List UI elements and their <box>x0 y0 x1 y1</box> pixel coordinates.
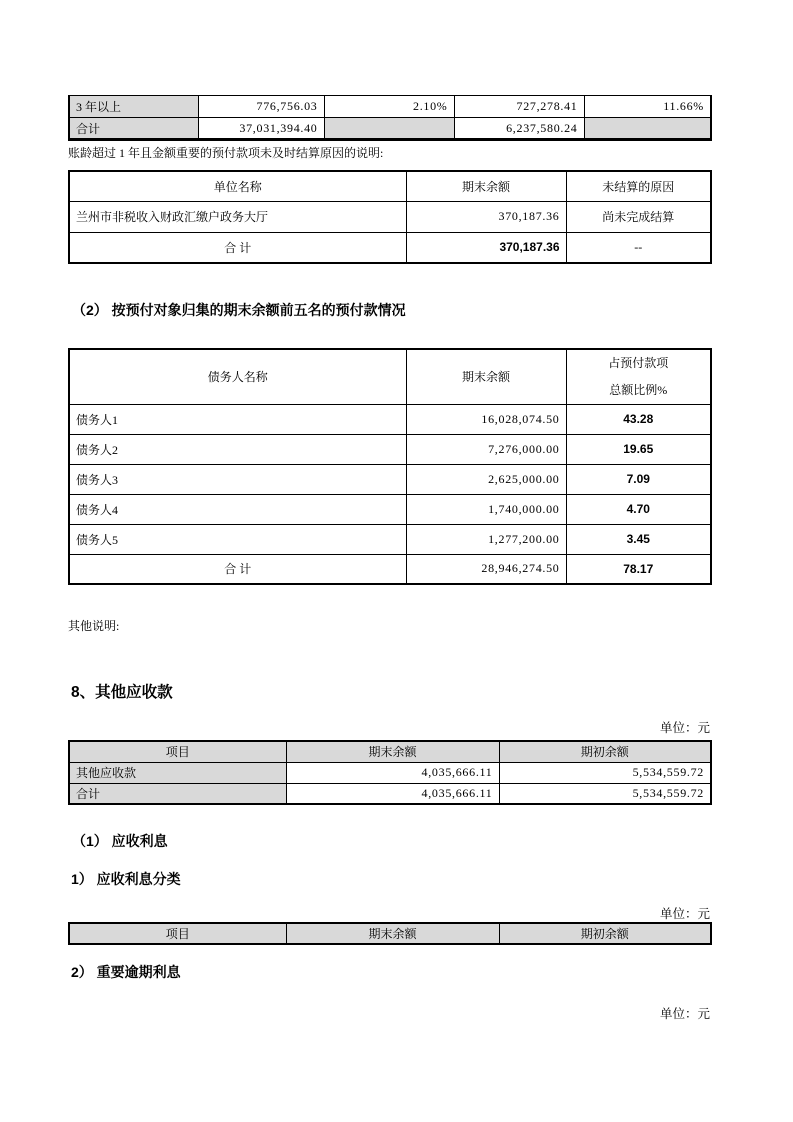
table-total-row <box>69 232 711 263</box>
pct-cell: 43.28 <box>566 404 711 434</box>
total-label-cell: 合 计 <box>69 232 406 263</box>
unit-label: 单位：元 <box>659 1007 710 1021</box>
table-row <box>69 494 711 524</box>
item-cell: 其他应收款 <box>69 762 286 783</box>
empty-cell <box>324 118 454 140</box>
table-total-row <box>69 118 711 140</box>
section-other-receivables-title: 8、其他应收款 <box>71 684 173 701</box>
beginning-balance-cell: 5,534,559.72 <box>499 783 711 804</box>
reason-cell: -- <box>566 232 711 263</box>
debtor-name-cell: 债务人1 <box>69 404 406 434</box>
unit-label: 单位：元 <box>659 721 710 735</box>
ending-balance-cell: 2,625,000.00 <box>406 464 566 494</box>
debtor-name-cell: 债务人3 <box>69 464 406 494</box>
aging-note-text: 账龄超过 1 年且金额重要的预付款项未及时结算原因的说明: <box>68 146 384 160</box>
total-label-cell: 合 计 <box>69 554 406 584</box>
pct-cell: 19.65 <box>566 434 711 464</box>
section-interest-receivable-title: （1） 应收利息 <box>72 833 168 849</box>
ending-balance-header: 期末余额 <box>406 349 566 404</box>
table-row <box>69 464 711 494</box>
aging-label-cell: 3 年以上 <box>69 96 198 118</box>
pct-of-prepayments-header <box>566 349 711 404</box>
section-interest-classification-title: 1） 应收利息分类 <box>71 871 181 887</box>
beginning-balance-header: 期初余额 <box>499 741 711 762</box>
top5-prepayments-table <box>68 348 712 585</box>
other-receivables-table <box>68 740 712 805</box>
debtor-name-header: 债务人名称 <box>69 349 406 404</box>
ending-balance-cell: 370,187.36 <box>406 201 566 232</box>
unit-label: 单位：元 <box>659 907 710 921</box>
beginning-pct-cell: 11.66% <box>584 96 711 118</box>
unit-name-cell: 兰州市非税收入财政汇缴户政务大厅 <box>69 201 406 232</box>
aging-analysis-table <box>68 95 712 141</box>
pct-cell: 78.17 <box>566 554 711 584</box>
table-total-row <box>69 783 711 804</box>
ending-balance-cell: 28,946,274.50 <box>406 554 566 584</box>
ending-balance-header: 期末余额 <box>286 923 499 944</box>
debtor-name-cell: 债务人2 <box>69 434 406 464</box>
beginning-amount-cell: 727,278.41 <box>454 96 584 118</box>
table-header-row <box>69 349 711 404</box>
debtor-name-cell: 债务人4 <box>69 494 406 524</box>
beginning-balance-header: 期初余额 <box>499 923 711 944</box>
pct-cell: 4.70 <box>566 494 711 524</box>
ending-balance-cell: 4,035,666.11 <box>286 762 499 783</box>
ending-balance-cell: 1,277,200.00 <box>406 524 566 554</box>
ending-balance-header: 期末余额 <box>286 741 499 762</box>
ending-balance-cell: 7,276,000.00 <box>406 434 566 464</box>
pct-cell: 7.09 <box>566 464 711 494</box>
debtor-name-cell: 债务人5 <box>69 524 406 554</box>
pct-cell: 3.45 <box>566 524 711 554</box>
pct-header-line1: 占预付款项 <box>608 355 669 370</box>
page-content <box>68 0 710 1122</box>
ending-balance-cell: 1,740,000.00 <box>406 494 566 524</box>
table-row <box>69 762 711 783</box>
ending-amount-cell: 37,031,394.40 <box>198 118 324 140</box>
ending-amount-cell: 776,756.03 <box>198 96 324 118</box>
item-cell: 合计 <box>69 783 286 804</box>
interest-classification-table <box>68 922 712 945</box>
ending-balance-header: 期末余额 <box>406 171 566 201</box>
beginning-amount-cell: 6,237,580.24 <box>454 118 584 140</box>
table-header-row <box>69 171 711 201</box>
ending-balance-cell: 370,187.36 <box>406 232 566 263</box>
unit-name-header: 单位名称 <box>69 171 406 201</box>
table-row <box>69 524 711 554</box>
pct-header-line2: 总额比例% <box>609 382 668 397</box>
reason-header: 未结算的原因 <box>566 171 711 201</box>
ending-pct-cell: 2.10% <box>324 96 454 118</box>
table-header-row <box>69 741 711 762</box>
section-overdue-interest-title: 2） 重要逾期利息 <box>71 964 181 980</box>
other-notes-label: 其他说明: <box>68 619 120 633</box>
table-row <box>69 434 711 464</box>
table-header-row <box>69 923 711 944</box>
empty-cell <box>584 118 711 140</box>
ending-balance-cell: 16,028,074.50 <box>406 404 566 434</box>
item-header: 项目 <box>69 741 286 762</box>
reason-cell: 尚未完成结算 <box>566 201 711 232</box>
section-prepay-top5-title: （2） 按预付对象归集的期末余额前五名的预付款情况 <box>72 302 406 318</box>
beginning-balance-cell: 5,534,559.72 <box>499 762 711 783</box>
ending-balance-cell: 4,035,666.11 <box>286 783 499 804</box>
table-row <box>69 96 711 118</box>
unsettled-prepayments-table <box>68 170 712 264</box>
item-header: 项目 <box>69 923 286 944</box>
table-total-row <box>69 554 711 584</box>
table-row <box>69 404 711 434</box>
table-row <box>69 201 711 232</box>
aging-label-cell: 合计 <box>69 118 198 140</box>
